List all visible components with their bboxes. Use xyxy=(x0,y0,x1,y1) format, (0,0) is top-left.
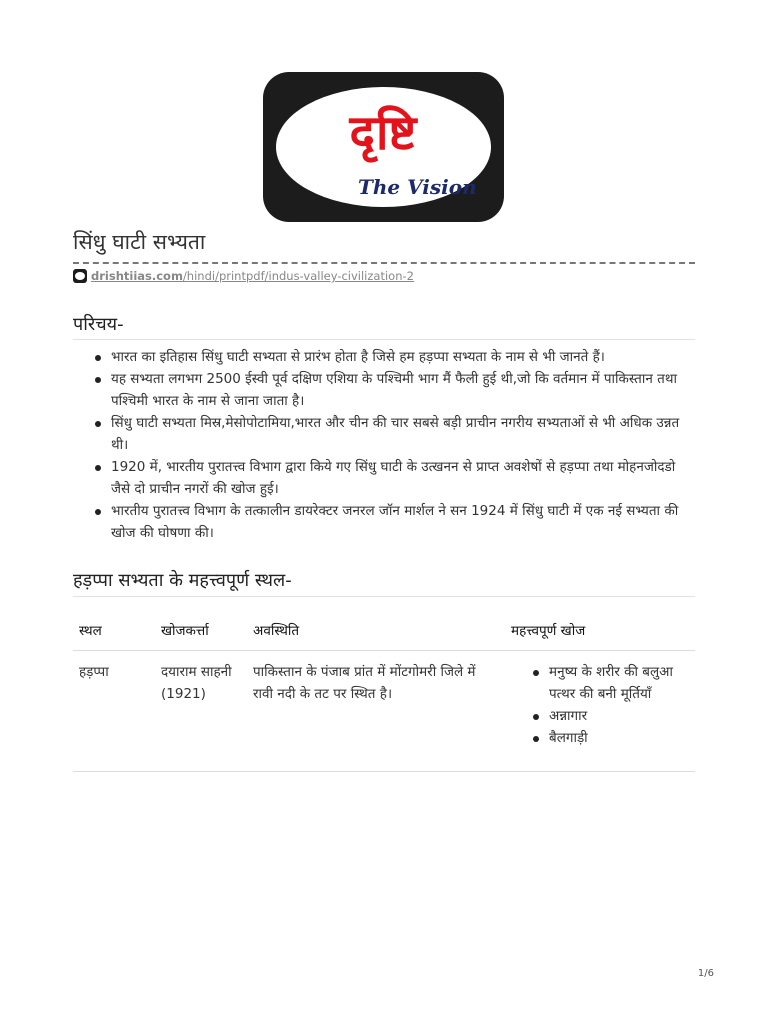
favicon-icon xyxy=(73,269,87,283)
drishti-logo xyxy=(263,72,504,222)
table-row xyxy=(73,651,695,772)
col-header-site: स्थल xyxy=(73,610,155,651)
source-path: /hindi/printpdf/indus-valley-civilization-2 xyxy=(182,269,414,283)
cell-site: हड़प्पा xyxy=(73,651,155,772)
logo-hindi-text: दृष्टि xyxy=(349,105,418,161)
intro-divider xyxy=(73,339,695,340)
source-link[interactable] xyxy=(73,269,414,283)
list-item: भारतीय पुरातत्त्व विभाग के तत्कालीन डायरेक्टर जनरल जॉन मार्शल ने सन 1924 में सिंधु घाटी में एक नई सभ्यता की खोज की घोषणा की। xyxy=(111,500,693,544)
list-item: भारत का इतिहास सिंधु घाटी सभ्यता से प्रारंभ होता है जिसे हम हड़प्पा सभ्यता के नाम से भी जानते हैं। xyxy=(111,346,693,368)
findings-list xyxy=(511,661,689,749)
intro-list xyxy=(73,346,693,544)
sites-table xyxy=(73,610,695,772)
cell-findings xyxy=(505,651,695,772)
table-header-row xyxy=(73,610,695,651)
logo-oval xyxy=(276,87,491,207)
source-url[interactable] xyxy=(91,269,414,283)
col-header-discoverer: खोजकर्त्ता xyxy=(155,610,247,651)
page-number: 1/6 xyxy=(697,968,714,979)
page-title: सिंधु घाटी सभ्यता xyxy=(73,230,206,254)
list-item: बैलगाड़ी xyxy=(549,727,689,749)
logo-english-text: The Vision xyxy=(358,175,477,199)
cell-location: पाकिस्तान के पंजाब प्रांत में मोंटगोमरी जिले में रावी नदी के तट पर स्थित है। xyxy=(247,651,505,772)
col-header-location: अवस्थिति xyxy=(247,610,505,651)
list-item: मनुष्य के शरीर की बलुआ पत्थर की बनी मूर्तियाँ xyxy=(549,661,689,705)
sites-divider xyxy=(73,596,695,597)
intro-heading: परिचय- xyxy=(73,314,124,335)
list-item: सिंधु घाटी सभ्यता मिस्र,मेसोपोटामिया,भारत और चीन की चार सबसे बड़ी प्राचीन नगरीय सभ्यताओं से भी अधिक उन्नत थी। xyxy=(111,412,693,456)
col-header-findings: महत्त्वपूर्ण खोज xyxy=(505,610,695,651)
cell-discoverer: दयाराम साहनी (1921) xyxy=(155,651,247,772)
list-item: अन्नागार xyxy=(549,705,689,727)
list-item: यह सभ्यता लगभग 2500 ईस्वी पूर्व दक्षिण एशिया के पश्चिमी भाग मैं फैली हुई थी,जो कि वर्तमान में पाकिस्तान तथा पश्चिमी भारत के नाम से जाना जाता है। xyxy=(111,368,693,412)
list-item: 1920 में, भारतीय पुरातत्त्व विभाग द्वारा किये गए सिंधु घाटी के उत्खनन से प्राप्त अवशेषों से हड़प्पा तथा मोहनजोदडो जैसे दो प्राचीन नगरों की खोज हुई। xyxy=(111,456,693,500)
title-divider xyxy=(73,262,695,264)
sites-heading: हड़प्पा सभ्यता के महत्त्वपूर्ण स्थल- xyxy=(73,570,292,591)
source-domain: drishtiias.com xyxy=(91,269,183,283)
